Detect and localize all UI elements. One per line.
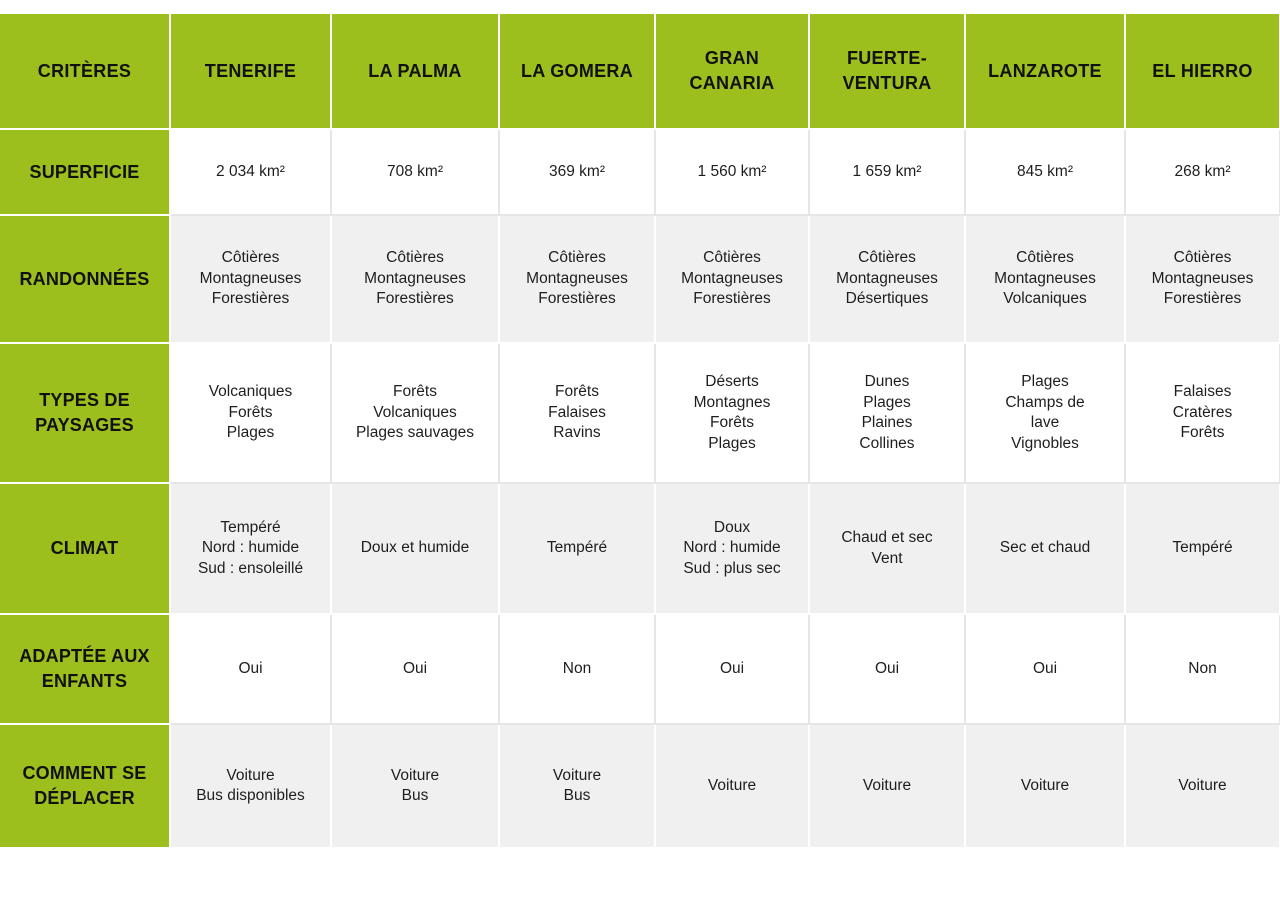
row-header [0,129,170,215]
header-island-el-hierro [1125,14,1280,129]
cell-text: Non [562,659,592,677]
cell-tenerife [170,215,331,343]
cell-lanzarote [965,343,1125,483]
row-header [0,483,170,614]
cell-text: Oui [874,659,900,677]
cell-text: Sec et chaud [999,539,1091,557]
cell-text: 708 km² [387,162,443,180]
cell-fuerteventura [809,724,965,848]
row-header [0,343,170,483]
header-criteria-label: CRITÈRES [37,60,132,81]
cell-text: Montagneuses [199,269,302,287]
cell-tenerife [170,724,331,848]
row-header [0,724,170,848]
header-criteria [0,14,170,129]
cell-text: Côtières [221,249,280,267]
cell-text: Forêts [228,403,273,421]
cell-gran-canaria [655,483,809,614]
cell-text: Sud : ensoleillé [197,559,304,577]
cell-text: Voiture [862,776,912,794]
cell-text: Voiture [390,766,440,784]
cell-text: Montagneuses [681,269,783,287]
cell-text: Champs de [1005,393,1085,411]
cell-gran-canaria [655,724,809,848]
row-climat [0,483,1280,614]
cell-text: Plages [1021,373,1069,390]
row-header [0,215,170,343]
cell-gran-canaria [655,614,809,724]
cell-text: 1 659 km² [852,162,922,180]
cell-text: Bus disponibles [196,787,305,804]
cell-text: Collines [859,434,915,452]
cell-el-hierro [1125,343,1280,483]
cell-text: Plaines [861,414,913,431]
cell-tenerife [170,343,331,483]
cell-text: Falaises [1173,383,1232,401]
cell-text: Nord : humide [683,539,781,557]
header-island-label: GRAN [704,48,760,68]
cell-text: Oui [238,659,263,677]
cell-text: 1 560 km² [697,162,767,180]
cell-text: Voiture [707,776,757,794]
cell-text: Montagneuses [526,269,628,287]
cell-text: Cratères [1172,403,1233,421]
cell-text: Bus [563,787,591,804]
cell-text: Forêts [393,383,437,401]
cell-text: Côtières [548,249,606,267]
cell-text: Doux [713,518,751,536]
cell-text: Voiture [226,766,275,784]
row-header-label: CLIMAT [50,538,119,558]
row-header-label: DÉPLACER [34,788,135,808]
cell-text: Voiture [1178,776,1227,794]
cell-la-gomera [499,614,655,724]
row-header-label: ADAPTÉE AUX [19,646,150,666]
cell-text: Plages [226,424,275,442]
cell-text: Tempéré [1172,539,1233,557]
row-header-label: RANDONNÉES [19,268,150,289]
cell-text: Ravins [553,424,601,442]
cell-text: Non [1188,659,1217,677]
header-island-label: VENTURA [842,73,932,93]
cell-fuerteventura [809,614,965,724]
cell-la-palma [331,483,499,614]
cell-text: Chaud et sec [841,529,933,546]
cell-text: Forestières [1163,290,1242,308]
cell-text: Côtières [1173,249,1232,267]
table-body [0,129,1280,848]
cell-la-gomera [499,215,655,343]
cell-text: Déserts [705,373,759,390]
header-island-label: LA GOMERA [520,60,634,81]
cell-text: Côtières [858,249,916,267]
cell-text: Montagnes [693,393,771,411]
cell-gran-canaria [655,215,809,343]
cell-text: Côtières [386,249,444,267]
cell-la-palma [331,724,499,848]
cell-text: Sud : plus sec [683,559,781,577]
header-island-label: FUERTE- [846,48,928,68]
canary-islands-comparison-table [0,14,1280,849]
header-island-la-palma [331,14,499,129]
header-island-la-gomera [499,14,655,129]
cell-fuerteventura [809,483,965,614]
row-header-label: SUPERFICIE [29,161,140,182]
cell-el-hierro [1125,614,1280,724]
cell-text: Oui [402,659,428,677]
cell-el-hierro [1125,483,1280,614]
cell-la-gomera [499,343,655,483]
cell-text: Montagneuses [1151,269,1254,287]
cell-text: Forestières [538,290,616,308]
row-header-label: TYPES DE [39,390,130,410]
header-island-lanzarote [965,14,1125,129]
cell-text: Falaises [548,403,606,421]
cell-el-hierro [1125,724,1280,848]
cell-fuerteventura [809,343,965,483]
cell-tenerife [170,614,331,724]
cell-text: Bus [401,787,429,804]
header-island-fuerteventura [809,14,965,129]
cell-text: Plages [708,434,756,452]
cell-lanzarote [965,129,1125,215]
cell-text: Tempéré [546,539,608,557]
header-row [0,14,1280,129]
cell-text: Oui [719,659,745,677]
cell-text: Doux et humide [360,539,470,557]
cell-text: Voiture [552,766,602,784]
row-header [0,614,170,724]
cell-lanzarote [965,724,1125,848]
cell-gran-canaria [655,343,809,483]
cell-text: Forêts [710,414,754,431]
cell-text: Montagneuses [364,269,466,287]
cell-la-gomera [499,483,655,614]
cell-text: Forestières [693,290,771,308]
comparison-table-wrapper [0,14,1280,849]
cell-text: 369 km² [549,162,605,180]
cell-text: Vignobles [1011,434,1079,452]
header-island-label: LANZAROTE [988,60,1102,81]
cell-lanzarote [965,483,1125,614]
row-randonnees [0,215,1280,343]
row-adaptee-aux-enfants [0,614,1280,724]
header-island-label: EL HIERRO [1152,60,1253,81]
cell-lanzarote [965,614,1125,724]
header-island-label: TENERIFE [204,60,297,81]
cell-tenerife [170,129,331,215]
cell-text: Montagneuses [836,269,938,287]
cell-text: Voiture [1020,776,1070,794]
cell-la-palma [331,215,499,343]
cell-gran-canaria [655,129,809,215]
cell-text: Volcaniques [208,383,293,401]
cell-text: Montagneuses [994,269,1096,287]
cell-text: 2 034 km² [216,162,285,180]
cell-text: Côtières [703,249,761,267]
row-comment-se-deplacer [0,724,1280,848]
cell-tenerife [170,483,331,614]
cell-text: Volcaniques [373,403,457,421]
cell-text: Forêts [555,383,599,401]
cell-lanzarote [965,215,1125,343]
cell-text: Plages sauvages [355,424,475,442]
cell-text: Dunes [864,373,910,390]
cell-text: Tempéré [220,518,281,536]
cell-la-gomera [499,724,655,848]
cell-la-palma [331,343,499,483]
cell-text: Plages [863,393,911,411]
cell-text: Forêts [1180,424,1225,442]
cell-text: Oui [1032,659,1058,677]
row-header-label: COMMENT SE [22,763,147,783]
header-island-label: CANARIA [689,73,775,93]
cell-text: lave [1030,414,1060,431]
row-header-label: PAYSAGES [35,415,134,435]
cell-la-palma [331,129,499,215]
cell-text: 268 km² [1174,162,1231,180]
cell-text: Volcaniques [1003,290,1087,308]
row-header-label: ENFANTS [41,671,128,691]
row-superficie [0,129,1280,215]
cell-text: 845 km² [1017,162,1073,180]
row-types-de-paysages [0,343,1280,483]
cell-text: Nord : humide [201,539,300,557]
cell-text: Désertiques [845,290,929,308]
header-island-gran-canaria [655,14,809,129]
cell-el-hierro [1125,215,1280,343]
cell-text: Vent [871,549,903,567]
cell-text: Forestières [211,290,290,308]
cell-fuerteventura [809,129,965,215]
cell-la-gomera [499,129,655,215]
header-island-label: LA PALMA [368,60,462,81]
cell-fuerteventura [809,215,965,343]
cell-text: Côtières [1016,249,1074,267]
cell-el-hierro [1125,129,1280,215]
header-island-tenerife [170,14,331,129]
cell-text: Forestières [376,290,454,308]
cell-la-palma [331,614,499,724]
